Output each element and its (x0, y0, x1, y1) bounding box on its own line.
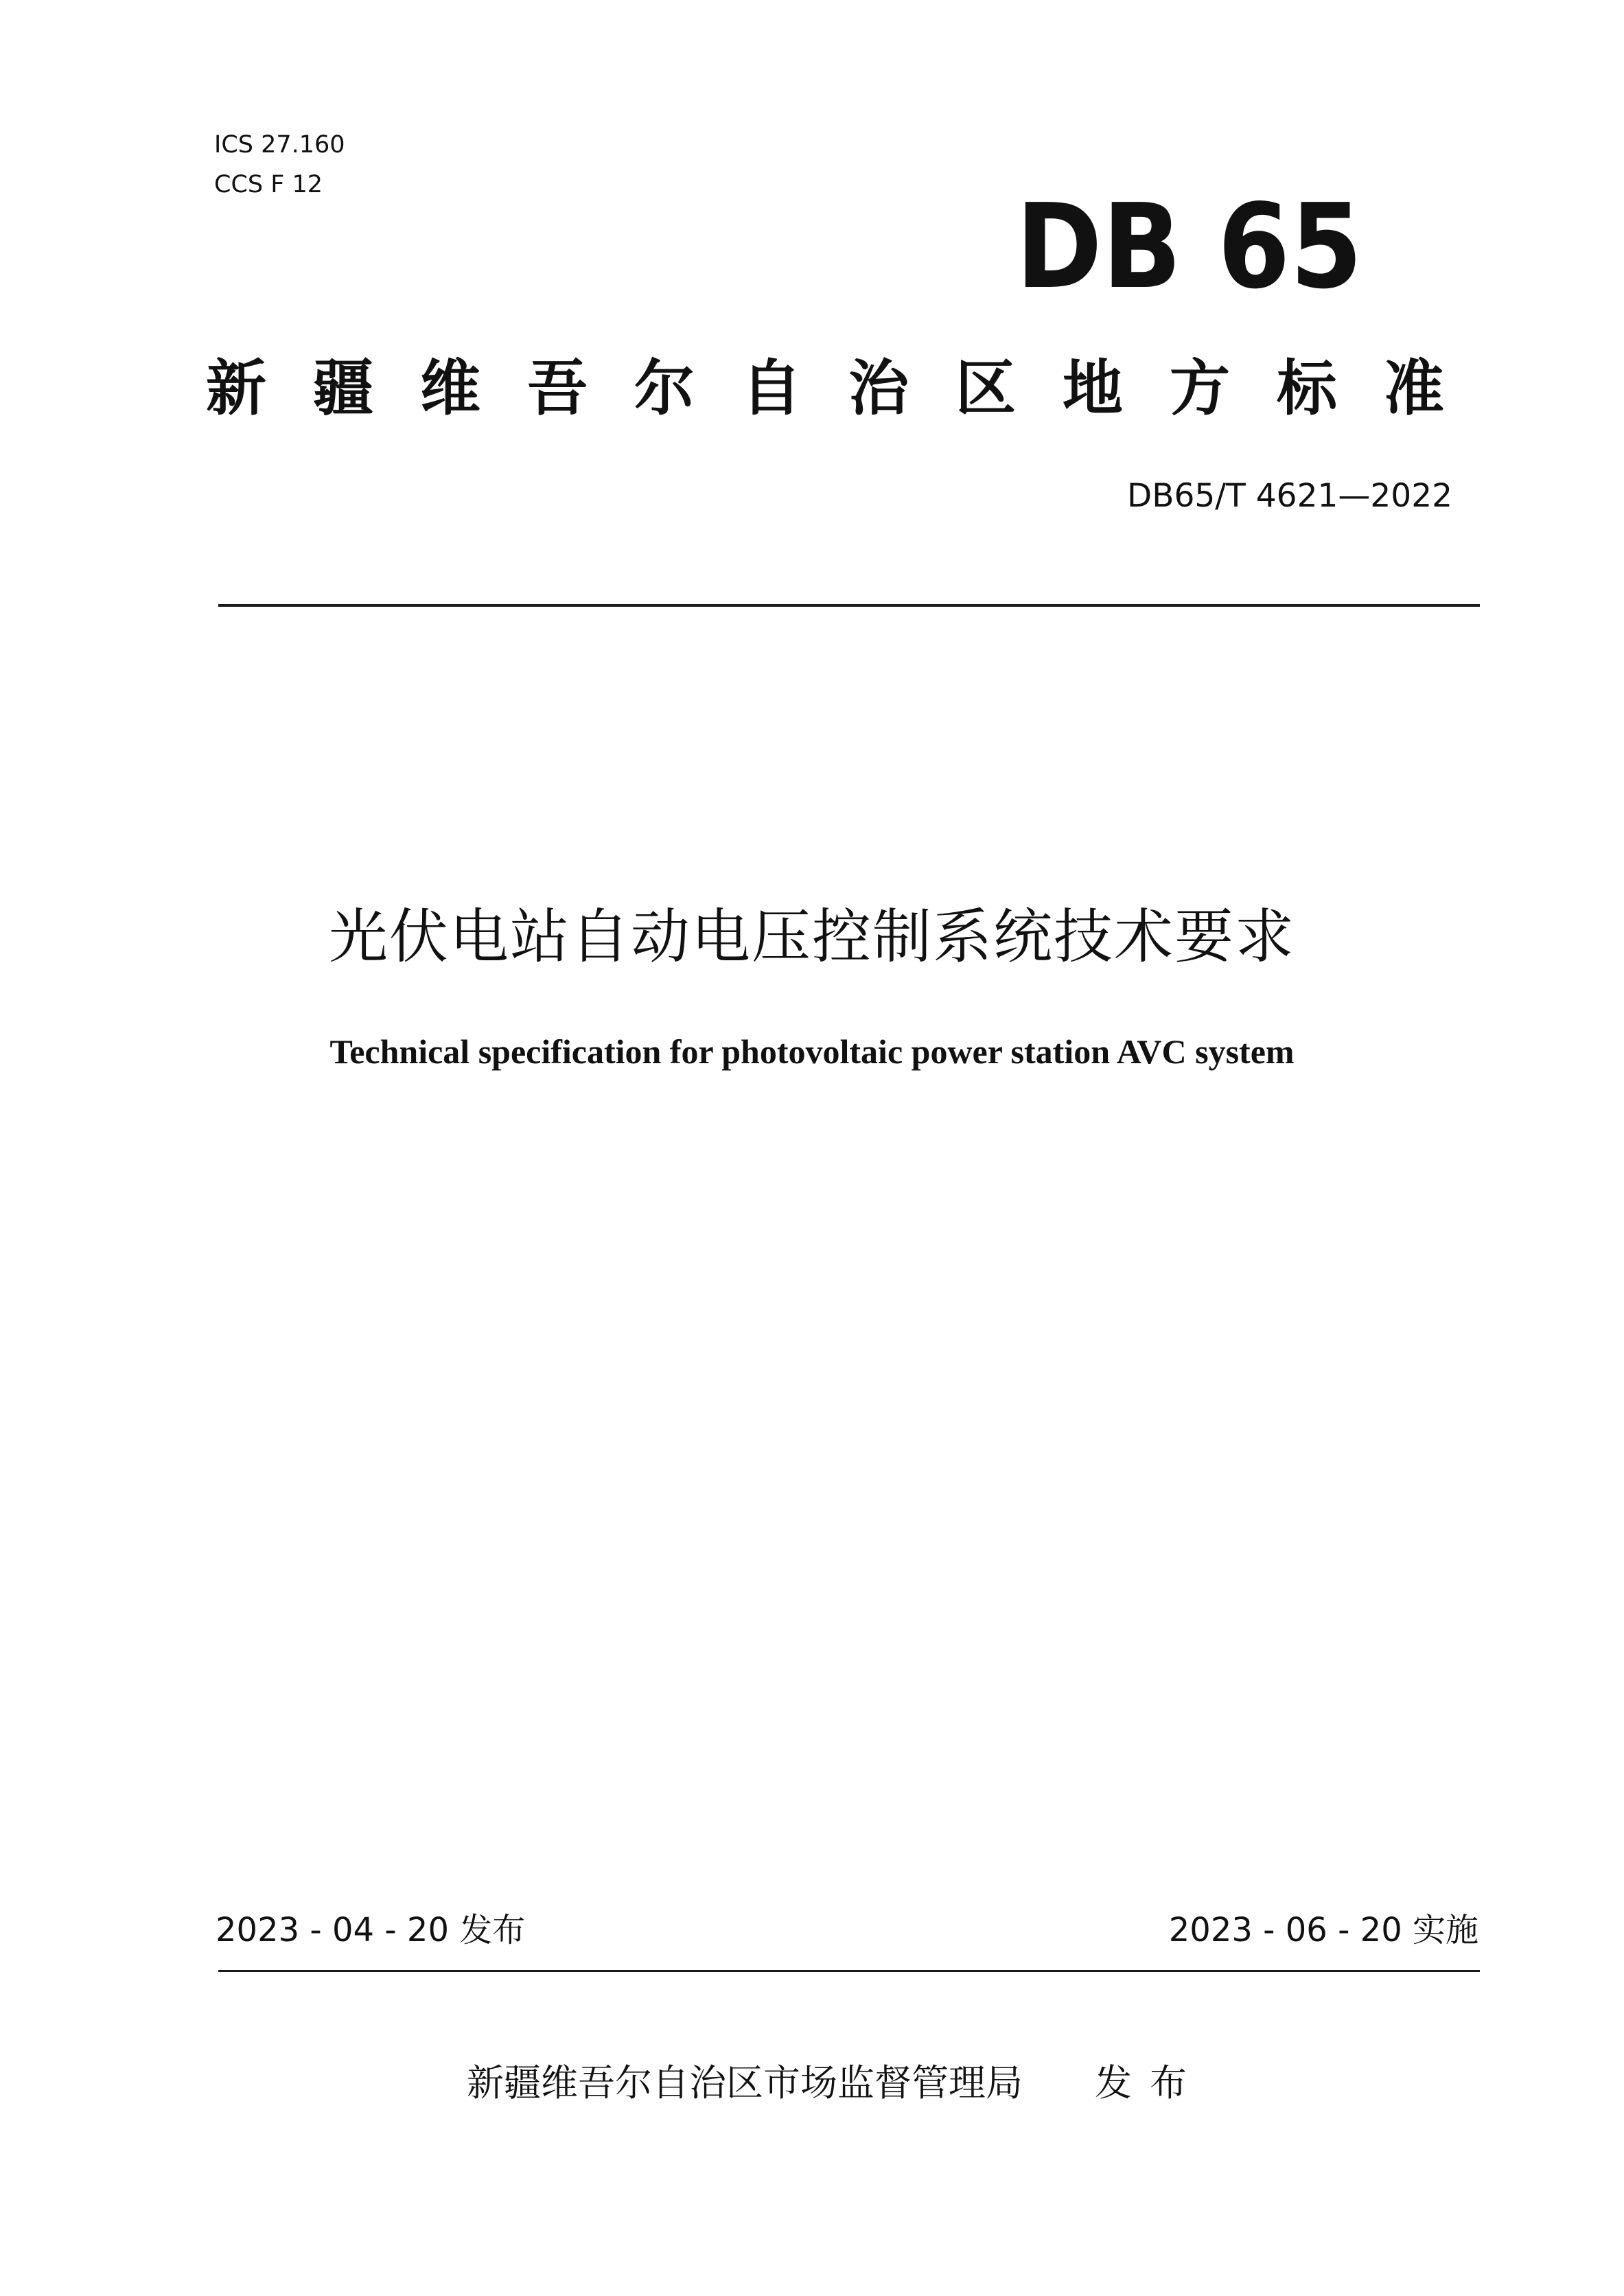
db65-logo (1016, 185, 1373, 302)
implement-date: 2023 - 06 - 20 实施 (1168, 1911, 1478, 1949)
ccs-classification: CCS F 12 (214, 171, 323, 198)
publish-date: 2023 - 04 - 20 发布 (216, 1911, 526, 1949)
document-title-en: Technical specification for photovoltaic power station AVC system (329, 1032, 1295, 1071)
standard-number: DB65/T 4621—2022 (1127, 477, 1452, 515)
issuing-authority: 新疆维吾尔自治区市场监督管理局 (467, 2061, 1023, 2104)
issue-action: 发布 (1095, 2061, 1205, 2104)
header-divider (218, 604, 1480, 607)
standard-category: 新疆维吾尔自治区地方标准 (206, 352, 1492, 424)
footer-divider (218, 1970, 1480, 1972)
db65-logo-text: DB 65 (1016, 185, 1362, 302)
ics-classification: ICS 27.160 (214, 131, 345, 159)
document-title-zh: 光伏电站自动电压控制系统技术要求 (329, 903, 1295, 971)
